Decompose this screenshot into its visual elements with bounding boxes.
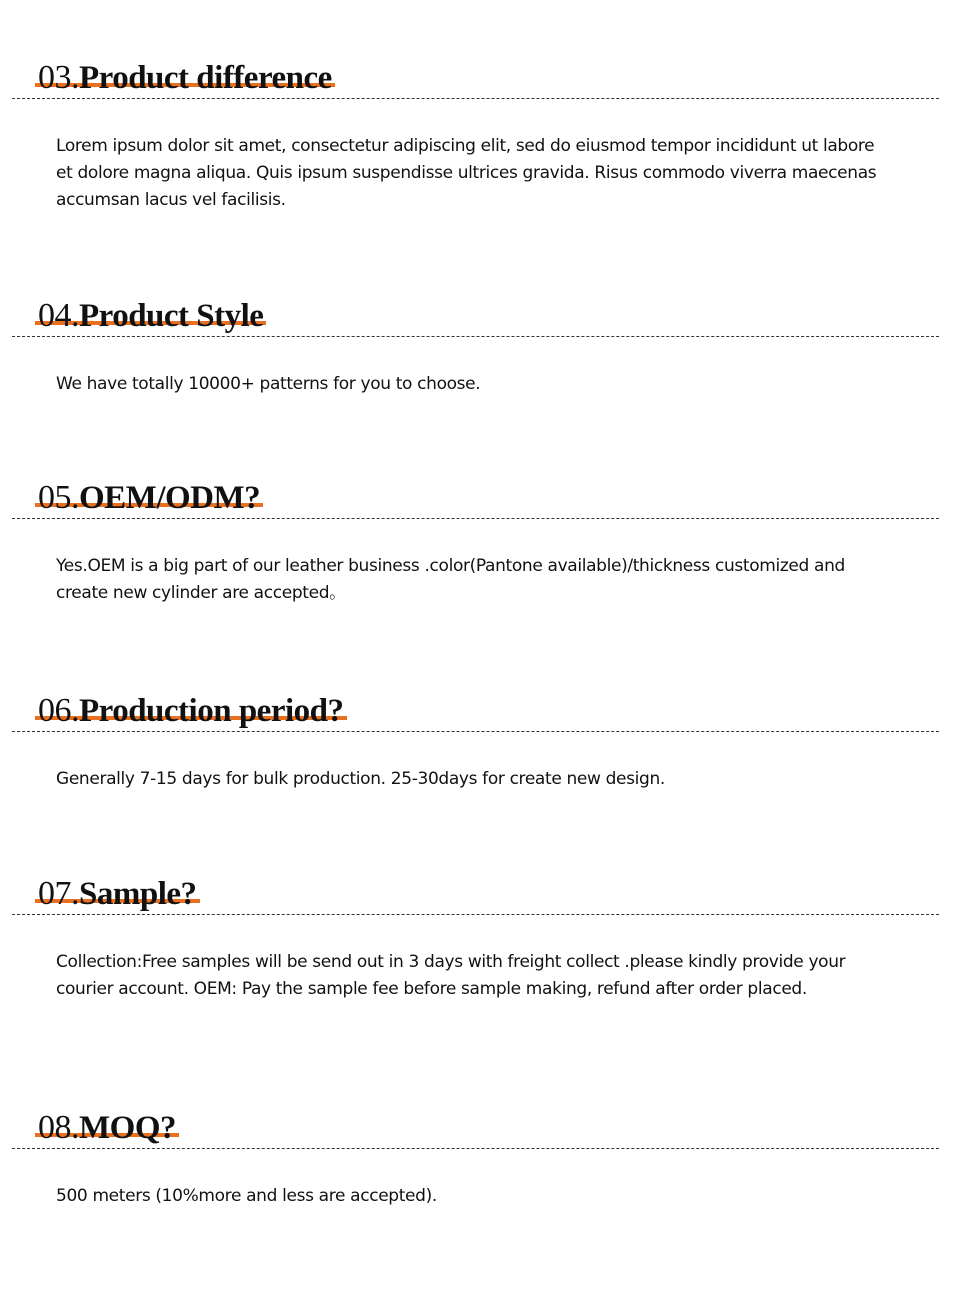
section-heading <box>38 296 263 348</box>
dashed-divider <box>12 336 939 337</box>
section-title: OEM/ODM? <box>79 479 261 516</box>
dashed-divider <box>12 98 939 99</box>
section-title: Product difference <box>79 59 332 96</box>
section-number: 03. <box>38 58 79 96</box>
section-heading <box>38 478 260 530</box>
section-answer: Lorem ipsum dolor sit amet, consectetur adipiscing elit, sed do eiusmod tempor incididunt ut labore et dolore magna aliqua. Quis ipsum suspendisse ultrices gravida. Risus commodo viverra maecenas accumsan lacus vel facilisis. <box>56 136 877 210</box>
section-number: 04. <box>38 296 79 334</box>
section-number: 06. <box>38 691 79 729</box>
section-title: MOQ? <box>79 1109 176 1146</box>
section-title: Sample? <box>79 875 197 912</box>
section-number: 05. <box>38 478 79 516</box>
section-number: 07. <box>38 874 79 912</box>
section-heading <box>38 874 197 926</box>
dashed-divider <box>12 914 939 915</box>
dashed-divider <box>12 731 939 732</box>
dashed-divider <box>12 1148 939 1149</box>
section-heading <box>38 58 332 110</box>
section-answer: Collection:Free samples will be send out in 3 days with freight collect .please kindly provide your courier account. OEM: Pay the sample fee before sample making, refund after order placed. <box>56 952 846 999</box>
section-title: Product Style <box>79 297 264 334</box>
section-heading <box>38 1108 176 1160</box>
section-title: Production period? <box>79 692 344 729</box>
section-answer: Yes.OEM is a big part of our leather business .color(Pantone available)/thickness customized and create new cylinder are accepted。 <box>56 556 845 603</box>
section-answer: We have totally 10000+ patterns for you to choose. <box>56 374 481 394</box>
section-number: 08. <box>38 1108 79 1146</box>
section-answer: 500 meters (10%more and less are accepted). <box>56 1186 437 1206</box>
dashed-divider <box>12 518 939 519</box>
section-answer: Generally 7-15 days for bulk production. 25-30days for create new design. <box>56 769 665 789</box>
section-heading <box>38 691 344 743</box>
